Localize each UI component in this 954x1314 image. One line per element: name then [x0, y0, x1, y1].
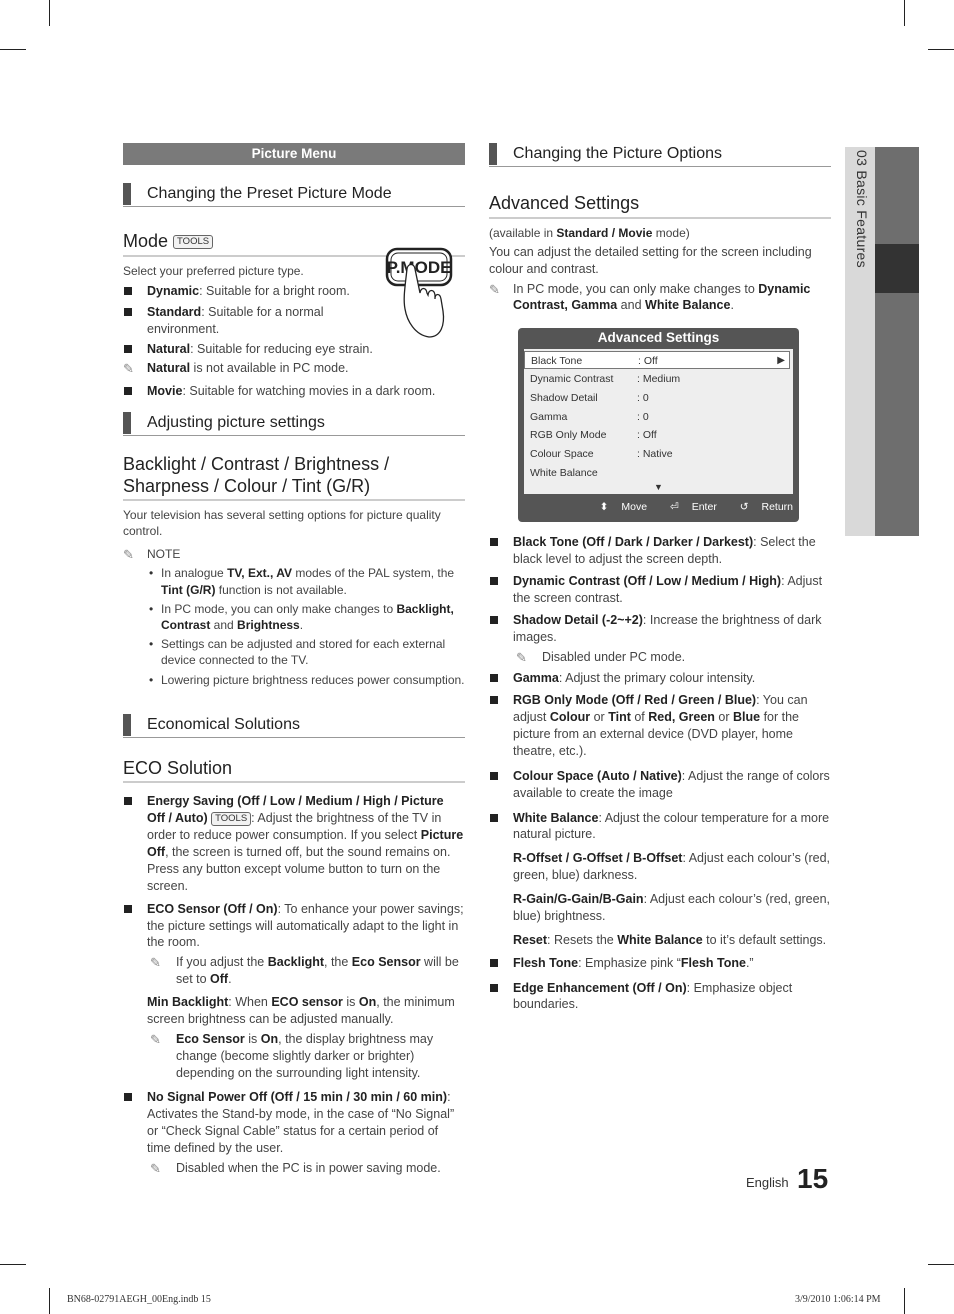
colour-space-item: Colour Space (Auto / Native): Adjust the range of colors available to create the image [489, 768, 831, 802]
note-item: • Lowering picture brightness reduces power consumption. [123, 672, 465, 688]
mode-item-natural: Natural: Suitable for reducing eye strain. [123, 341, 373, 358]
section-marker-icon [123, 714, 131, 736]
crop-mark [49, 0, 50, 26]
footer-language: English [746, 1175, 789, 1190]
crop-mark [0, 1264, 26, 1265]
dynamic-contrast-item: Dynamic Contrast (Off / Low / Medium / High): Adjust the screen contrast. [489, 573, 831, 607]
pmode-remote-button-icon [385, 247, 457, 344]
section-marker-icon [123, 412, 131, 434]
crop-mark [928, 49, 954, 50]
mode-title: Mode TOOLS [123, 231, 465, 257]
page-number: 15 [797, 1163, 829, 1194]
chapter-label: 03 Basic Features [853, 150, 870, 268]
white-balance-item: White Balance: Adjust the colour temperature for a more natural picture. [489, 810, 831, 844]
advanced-settings-osd [518, 328, 799, 522]
mode-item-dynamic: Dynamic: Suitable for a bright room. [123, 283, 373, 300]
shadow-detail-item: Shadow Detail (-2~+2): Increase the brightness of dark images. [489, 612, 831, 646]
picture-options-heading: Changing the Picture Options [489, 143, 831, 167]
shadow-detail-note: ✎ Disabled under PC mode. [516, 649, 686, 665]
eco-section-heading: Economical Solutions [123, 714, 465, 738]
rgb-only-item: RGB Only Mode (Off / Red / Green / Blue): You can adjust Colour or Tint of Red, Green or Blue for the picture from an external device (DVD player, home theatre, etc.). [489, 692, 831, 760]
chapter-side-tab [845, 147, 919, 536]
return-icon: ↺ [739, 501, 749, 514]
eco-sensor-on-note: ✎ Eco Sensor is On, the display brightness may change (become slightly darker or brighter) depending on the surrounding light intensity. [150, 1031, 434, 1080]
right-column [489, 143, 831, 1013]
r-offset-text: R-Offset / G-Offset / B-Offset: Adjust each colour’s (red, green, blue) darkness. [513, 851, 830, 883]
pencil-note-icon: ✎ [123, 361, 134, 377]
mode-intro: Select your preferred picture type. [123, 263, 304, 278]
osd-row-dynamic-contrast[interactable]: Dynamic Contrast : Medium [530, 373, 681, 386]
edge-enhancement-item: Edge Enhancement (Off / On): Emphasize object boundaries. [489, 980, 831, 1014]
no-signal-item: No Signal Power Off (Off / 15 min / 30 min / 60 min): Activates the Stand-by mode, in the case of “No Signal” or “Check Signal Cable” status for a certain period of time defined by the user. [123, 1089, 465, 1157]
no-signal-note: ✎ Disabled when the PC is in power saving mode. [150, 1160, 441, 1176]
pencil-note-icon: ✎ [123, 546, 134, 562]
side-tab-indicator [875, 244, 919, 293]
crop-mark [904, 0, 905, 26]
enter-icon: ⏎ [669, 501, 679, 514]
eco-sensor-note: ✎ If you adjust the Backlight, the Eco Sensor will be set to Off. [150, 955, 459, 987]
osd-footer [580, 500, 793, 514]
energy-saving-item: Energy Saving (Off / Low / Medium / High / Picture Off / Auto) TOOLS : Adjust the brightness of the TV in order to reduce power consumption. If you select Picture Off, the screen is turned off, but the sound remains on. Press any button except volume button to turn on the screen. [123, 793, 465, 894]
availability-text: (available in Standard / Movie mode) [489, 225, 690, 240]
scroll-down-icon: ▼ [654, 482, 663, 493]
tools-badge-icon: TOOLS [211, 812, 251, 826]
crop-mark [928, 1264, 954, 1265]
side-tab-strip [875, 147, 919, 536]
arrow-right-icon: ▶ [777, 355, 785, 367]
crop-mark [0, 49, 26, 50]
print-slug-date: 3/9/2010 1:06:14 PM [795, 1294, 881, 1305]
crop-mark [904, 1288, 905, 1314]
min-backlight-text: Min Backlight: When ECO sensor is On, the minimum screen brightness can be adjusted manually. [147, 995, 455, 1026]
note-item: • In analogue TV, Ext., AV modes of the PAL system, the Tint (G/R) function is not available. [123, 565, 465, 597]
pencil-note-icon: ✎ [150, 955, 161, 971]
return-hint: ↺ Return [739, 501, 793, 514]
gamma-item: Gamma: Adjust the primary colour intensity. [489, 670, 831, 687]
adjust-section-heading: Adjusting picture settings [123, 412, 465, 436]
pencil-note-icon: ✎ [489, 281, 500, 297]
updown-icon: ⬍ [599, 501, 609, 514]
move-hint: ⬍ Move [599, 501, 648, 514]
pencil-note-icon: ✎ [150, 1160, 161, 1176]
svg-text:P.MODE: P.MODE [386, 258, 452, 277]
print-slug-file: BN68-02791AEGH_00Eng.indb 15 [67, 1294, 211, 1305]
section-marker-icon [123, 183, 131, 205]
osd-row-shadow-detail[interactable]: Shadow Detail : 0 [530, 392, 649, 405]
flesh-tone-item: Flesh Tone: Emphasize pink “Flesh Tone.” [489, 955, 831, 972]
preset-section-heading: Changing the Preset Picture Mode [123, 183, 465, 207]
backlight-title: Backlight / Contrast / Brightness / Sharpness / Colour / Tint (G/R) [123, 454, 465, 501]
r-gain-text: R-Gain/G-Gain/B-Gain: Adjust each colour’s (red, green, blue) brightness. [513, 892, 831, 923]
tools-badge-icon: TOOLS [173, 235, 213, 249]
mode-item-standard: Standard: Suitable for a normal environment. [123, 304, 373, 338]
advanced-settings-title: Advanced Settings [489, 193, 831, 219]
osd-row-white-balance[interactable]: White Balance [530, 467, 598, 480]
osd-row-colour-space[interactable]: Colour Space : Native [530, 448, 673, 461]
pencil-note-icon: ✎ [150, 1031, 161, 1047]
left-column [123, 143, 465, 1177]
eco-title: ECO Solution [123, 758, 465, 784]
eco-sensor-item: ECO Sensor (Off / On): To enhance your power savings; the picture settings will automatically adapt to the light in the room. [123, 901, 465, 952]
note-item: • Settings can be adjusted and stored for each external device connected to the TV. [123, 636, 465, 668]
black-tone-item: Black Tone (Off / Dark / Darker / Darkest): Select the black level to adjust the screen depth. [489, 534, 831, 568]
note-label: ✎ NOTE [123, 546, 181, 562]
osd-row-rgb-only[interactable]: RGB Only Mode : Off [530, 429, 657, 442]
mode-item-movie: Movie: Suitable for watching movies in a dark room. [123, 383, 465, 400]
backlight-intro: Your television has several setting options for picture quality control. [123, 508, 441, 539]
advanced-intro: You can adjust the detailed setting for the screen including colour and contrast. [489, 244, 812, 276]
osd-row-black-tone[interactable]: Black Tone : Off ▶ [524, 351, 790, 369]
pencil-note-icon: ✎ [516, 649, 527, 665]
pc-mode-note: ✎ In PC mode, you can only make changes to Dynamic Contrast, Gamma and White Balance. [489, 281, 811, 313]
section-marker-icon [489, 143, 497, 165]
crop-mark [49, 1288, 50, 1314]
osd-row-gamma[interactable]: Gamma : 0 [530, 411, 649, 424]
natural-note: ✎ Natural is not available in PC mode. [123, 361, 349, 377]
note-item: • In PC mode, you can only make changes to Backlight, Contrast and Brightness. [123, 601, 465, 633]
osd-title: Advanced Settings [597, 330, 720, 346]
reset-text: Reset: Resets the White Balance to it’s default settings. [513, 932, 827, 947]
enter-hint: ⏎ Enter [669, 501, 717, 514]
picture-menu-header: Picture Menu [123, 143, 465, 165]
